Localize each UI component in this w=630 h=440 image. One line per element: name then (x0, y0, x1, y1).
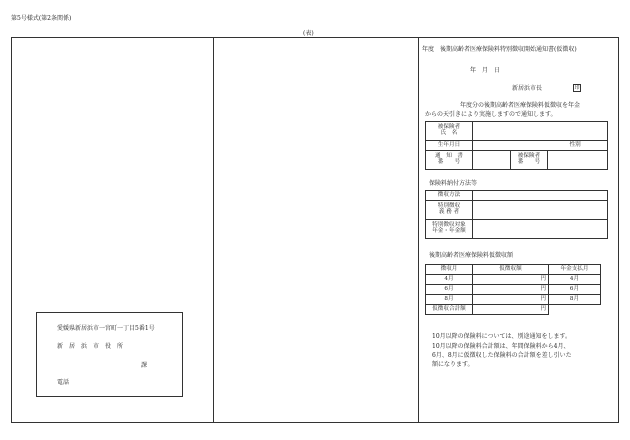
row-yen: 円 (473, 285, 549, 295)
seal-mark: 印 (574, 85, 580, 91)
note-line2: 10月以降の保険料合計額は、年間保険料から4月、 (432, 343, 570, 350)
total-label: 仮徴収合計額 (426, 305, 473, 315)
payment-method-table (425, 190, 608, 239)
row-yen: 円 (473, 295, 549, 305)
notice-no-label-2: 番 号 (437, 159, 461, 165)
phone-label: 電話 (57, 379, 70, 386)
pension-label-1: 特別徴収対象 (432, 222, 466, 229)
notice-body-line2: からの天引きにより実施しますので通知します。 (425, 111, 557, 118)
pension-label-2: 年金・年金額 (432, 228, 466, 234)
obligor-label-cell (426, 201, 473, 220)
name-value-cell (473, 122, 608, 141)
name-label-cell (426, 122, 473, 141)
payment-method-heading: 保険料納付方法等 (429, 180, 478, 187)
birth-value-cell (473, 141, 548, 151)
col-pension-month-header: 年金支払月 (549, 265, 601, 275)
fold-line-right (418, 38, 419, 422)
row-pension-month: 6月 (549, 285, 601, 295)
insured-no-value-cell (548, 151, 608, 170)
sex-cell (548, 141, 608, 151)
row-yen: 円 (473, 275, 549, 285)
pension-label-cell (426, 220, 473, 239)
provisional-amount-heading: 後期高齢者医療保険料仮徴収額 (429, 252, 514, 259)
birth-label: 生年月日 (426, 141, 473, 151)
method-label: 徴収方法 (426, 191, 473, 201)
insured-no-label-cell (511, 151, 548, 170)
return-address-box (36, 312, 183, 397)
method-value-cell (473, 191, 608, 201)
address-text: 愛媛県新居浜市一宮町一丁目5番1号 (57, 325, 155, 332)
form-number: 第5号様式(第2条関係) (11, 15, 72, 22)
name-label-1: 被保険者 (437, 124, 461, 131)
notice-no-label-cell (426, 151, 473, 170)
table-row (426, 295, 601, 305)
provisional-amount-table (425, 264, 601, 315)
pension-value-cell (473, 220, 608, 239)
col-amount-header: 仮徴収額 (473, 265, 549, 275)
row-pension-month: 8月 (549, 295, 601, 305)
obligor-label-2: 義 務 者 (438, 209, 460, 215)
name-label-2: 氏 名 (440, 130, 458, 136)
row-pension-month: 4月 (549, 275, 601, 285)
table-row (426, 275, 601, 285)
insured-info-table (425, 121, 608, 170)
row-month: 8月 (426, 295, 473, 305)
sender-name: 新居浜市長 (512, 85, 543, 92)
row-month: 4月 (426, 275, 473, 285)
notice-title: 年度 後期高齢者医療保険料特別徴収開始通知書(仮徴収) (422, 46, 577, 53)
side-label: (表) (303, 30, 314, 37)
col-month-header: 徴収月 (426, 265, 473, 275)
fold-line-left (213, 38, 214, 422)
notice-date: 年 月 日 (470, 67, 501, 74)
notice-body-line1: 年度分の後期高齢者医療保険料仮徴収を年金 (460, 102, 581, 109)
insured-no-label-2: 番 号 (517, 159, 541, 165)
note-line3: 6月、8月に仮徴収した保険料の合計額を差し引いた (432, 352, 572, 359)
note-line4: 額になります。 (432, 361, 474, 368)
row-month: 6月 (426, 285, 473, 295)
insured-no-label-1: 被保険者 (517, 153, 541, 160)
obligor-label-1: 特別徴収 (437, 203, 461, 210)
notice-no-label-1: 通 知 書 (435, 153, 463, 160)
sex-label: 性別 (569, 141, 581, 148)
obligor-value-cell (473, 201, 608, 220)
table-row (426, 285, 601, 295)
notice-no-value-cell (473, 151, 511, 170)
total-blank (549, 305, 601, 315)
note-line1: 10月以降の保険料については、別途通知をします。 (432, 333, 572, 340)
office-name: 新 居 浜 市 役 所 (57, 343, 124, 350)
section-label: 課 (141, 362, 148, 369)
total-yen: 円 (473, 305, 549, 315)
